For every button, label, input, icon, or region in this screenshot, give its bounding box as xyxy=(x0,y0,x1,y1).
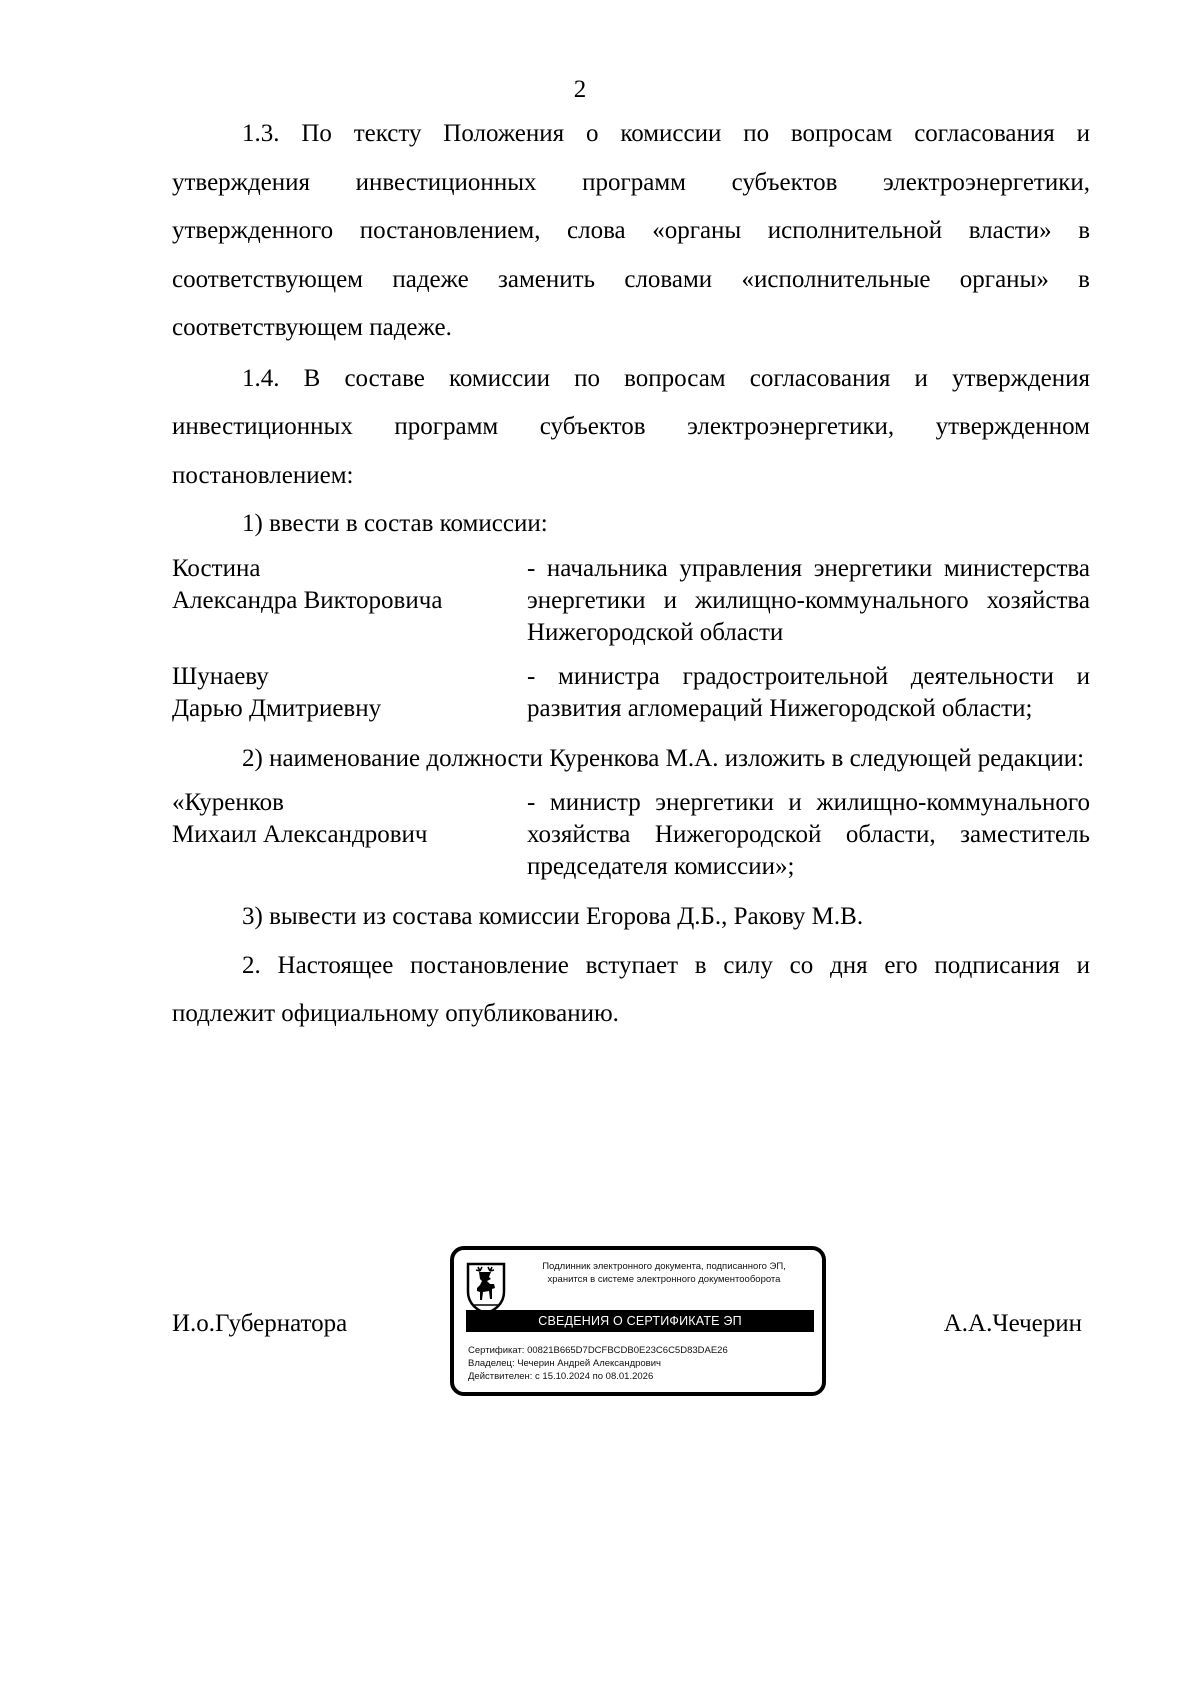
member-surname: Костина xyxy=(172,554,261,582)
member-given-names: Александра Викторовича xyxy=(172,586,443,614)
list-item-1: 1) ввести в состав комиссии: xyxy=(242,510,548,537)
member-entry-kurenkov xyxy=(172,787,1090,883)
deer-coat-of-arms-icon xyxy=(466,1262,506,1314)
paragraph-1-3: 1.3. По тексту Положения о комиссии по вопросам согласования и утверждения инвестиционных программ субъектов электроэнергетики, утвержденного постановлением, слова «органы исполнительной власти» в соответствующем падеже заменить словами «исполнительные органы» в соответствующем падеже. xyxy=(172,120,1090,341)
member-role: - министра градостроительной деятельности и развития агломераций Нижегородской области; xyxy=(527,662,1090,722)
member-name xyxy=(172,553,527,649)
member-role: - начальника управления энергетики министерства энергетики и жилищно-коммунального хозяйства Нижегородской области xyxy=(527,554,1090,646)
certificate-owner: Владелец: Чечерин Андрей Александрович xyxy=(468,1358,661,1369)
stamp-note-line-1: Подлинник электронного документа, подписанного ЭП, xyxy=(542,1261,786,1272)
signatory-position: И.о.Губернатора xyxy=(172,1310,348,1337)
member-given-names: Дарью Дмитриевну xyxy=(172,694,382,722)
paragraph-2: 2. Настоящее постановление вступает в силу со дня его подписания и подлежит официальному опубликованию. xyxy=(172,951,1090,1027)
stamp-note xyxy=(514,1260,814,1286)
list-item-3: 3) вывести из состава комиссии Егорова Д.Б., Ракову М.В. xyxy=(242,903,864,930)
member-given-names: Михаил Александрович xyxy=(172,821,428,848)
certificate-validity: Действителен: с 15.10.2024 по 08.01.2026 xyxy=(468,1371,654,1382)
signature-block xyxy=(172,1242,1090,1412)
page-number: 2 xyxy=(573,76,587,103)
certificate-details xyxy=(468,1344,818,1383)
member-entry-shunaeva xyxy=(172,661,1090,725)
stamp-header: СВЕДЕНИЯ О СЕРТИФИКАТЕ ЭП xyxy=(466,1310,814,1332)
list-item-2: 2) наименование должности Куренкова М.А. изложить в следующей редакции: xyxy=(242,744,1085,772)
stamp-note-line-2: хранится в системе электронного документооборота xyxy=(547,1274,781,1285)
document-body xyxy=(172,110,1090,1039)
member-name xyxy=(172,787,527,883)
member-name xyxy=(172,661,527,725)
certificate-number: Сертификат: 00821B665D7DCFBCDB0E23C6C5D83DAE26 xyxy=(468,1345,728,1356)
paragraph-1-4: 1.4. В составе комиссии по вопросам согласования и утверждения инвестиционных программ субъектов электроэнергетики, утвержденном постановлением: xyxy=(172,364,1090,489)
member-surname: «Куренков xyxy=(172,789,284,816)
member-surname: Шунаеву xyxy=(172,662,269,690)
member-entry-kostin xyxy=(172,553,1090,649)
e-signature-stamp xyxy=(450,1246,826,1396)
signatory-name: А.А.Чечерин xyxy=(943,1310,1082,1337)
member-role: - министр энергетики и жилищно-коммунального хозяйства Нижегородской области, заместитель председателя комиссии»; xyxy=(527,789,1090,880)
